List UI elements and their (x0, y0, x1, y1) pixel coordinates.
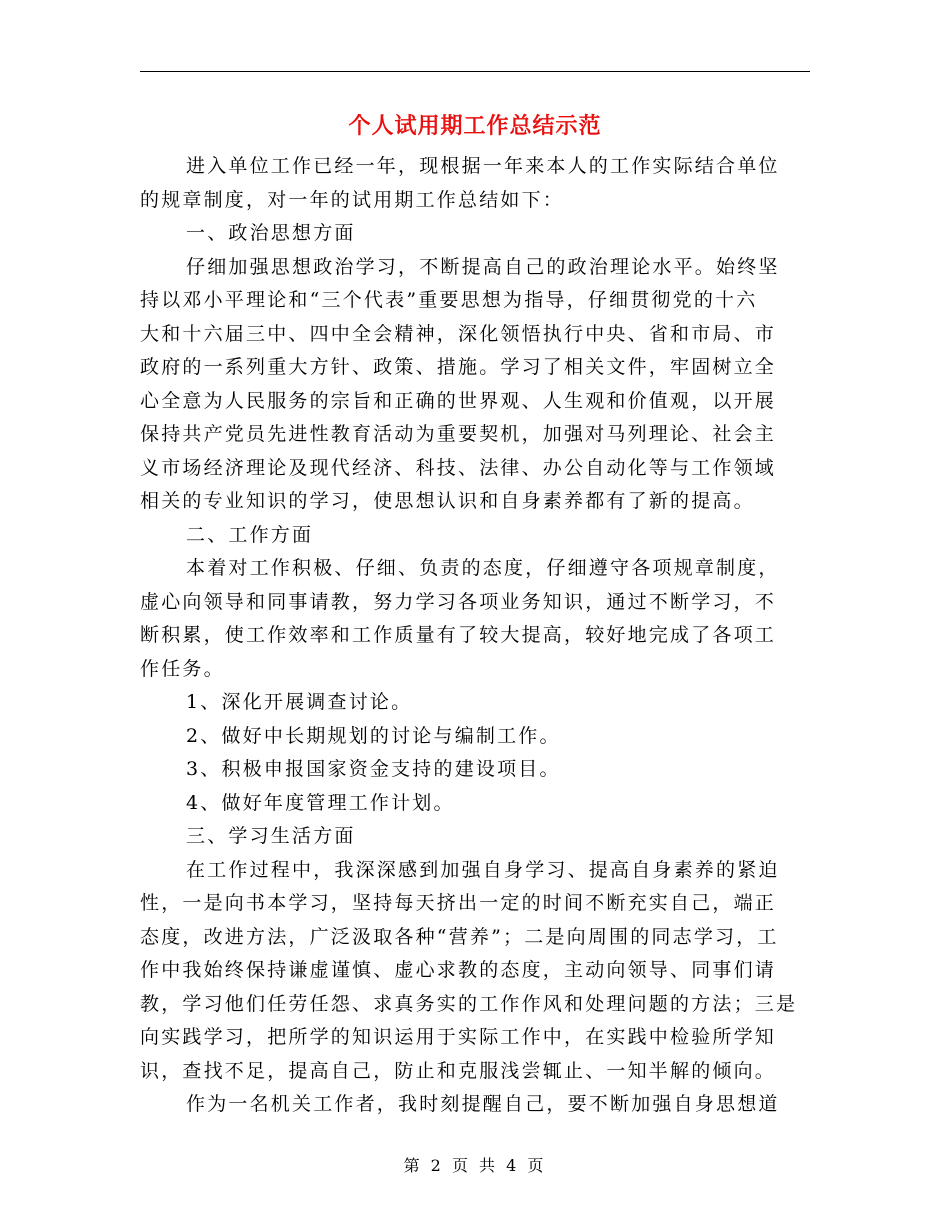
body-line: 政府的一系列重大方针、政策、措施。学习了相关文件，牢固树立全 (140, 356, 777, 378)
body-line: 作任务。 (140, 657, 225, 680)
body-line: 大和十六届三中、四中全会精神，深化领悟执行中央、省和市局、市 (140, 322, 777, 345)
header-rule (140, 71, 810, 72)
body-line: 虚心向领导和同事请教，努力学习各项业务知识，通过不断学习，不 (140, 590, 777, 613)
section-heading: 一、政治思想方面 (186, 222, 356, 244)
body-line: 识，查找不足，提高自己，防止和克服浅尝辄止、一知半解的倾向。 (140, 1059, 777, 1082)
body-line: 义市场经济理论及现代经济、科技、法律、办公自动化等与工作领域 (140, 456, 777, 479)
body-line: 在工作过程中，我深深感到加强自身学习、提高自身素养的紧迫 (186, 858, 780, 881)
body-line: 断积累，使工作效率和工作质量有了较大提高，较好地完成了各项工 (140, 624, 777, 646)
body-line: 本着对工作积极、仔细、负责的态度，仔细遵守各项规章制度， (186, 557, 780, 579)
body-line: 性，一是向书本学习，坚持每天挤出一定的时间不断充实自己，端正 (140, 892, 777, 914)
document-body (140, 150, 810, 1122)
body-line: 持以邓小平理论和“三个代表”重要思想为指导，仔细贯彻党的十六 (140, 289, 758, 311)
document-title: 个人试用期工作总结示范 (348, 113, 602, 139)
body-line: 相关的专业知识的学习，使思想认识和自身素养都有了新的提高。 (140, 490, 755, 512)
body-line: 的规章制度，对一年的试用期工作总结如下： (140, 188, 565, 211)
body-line: 态度，改进方法，广泛汲取各种“营养”；二是向周围的同志学习，工 (140, 925, 779, 948)
page-number: 第 2 页 共 4 页 (403, 1156, 547, 1175)
body-line: 仔细加强思想政治学习，不断提高自己的政治理论水平。始终坚 (186, 255, 780, 278)
body-line: 保持共产党员先进性教育活动为重要契机，加强对马列理论、社会主 (140, 423, 777, 445)
body-line: 进入单位工作已经一年，现根据一年来本人的工作实际结合单位 (186, 155, 780, 177)
body-line: 向实践学习，把所学的知识运用于实际工作中，在实践中检验所学知 (140, 1026, 777, 1048)
list-item: 1、深化开展调查讨论。 (186, 691, 413, 713)
body-line: 作中我始终保持谦虚谨慎、虚心求教的态度，主动向领导、同事们请 (140, 959, 777, 981)
section-heading: 三、学习生活方面 (186, 825, 356, 847)
body-line: 作为一名机关工作者，我时刻提醒自己，要不断加强自身思想道 (186, 1093, 780, 1115)
list-item: 2、做好中长期规划的讨论与编制工作。 (186, 724, 561, 747)
body-line: 教，学习他们任劳任怨、求真务实的工作作风和处理问题的方法；三是 (140, 992, 798, 1015)
list-item: 4、做好年度管理工作计划。 (186, 791, 455, 814)
body-line: 心全意为人民服务的宗旨和正确的世界观、人生观和价值观，以开展 (140, 389, 777, 412)
list-item: 3、积极申报国家资金支持的建设项目。 (186, 758, 561, 780)
section-heading: 二、工作方面 (186, 523, 314, 546)
